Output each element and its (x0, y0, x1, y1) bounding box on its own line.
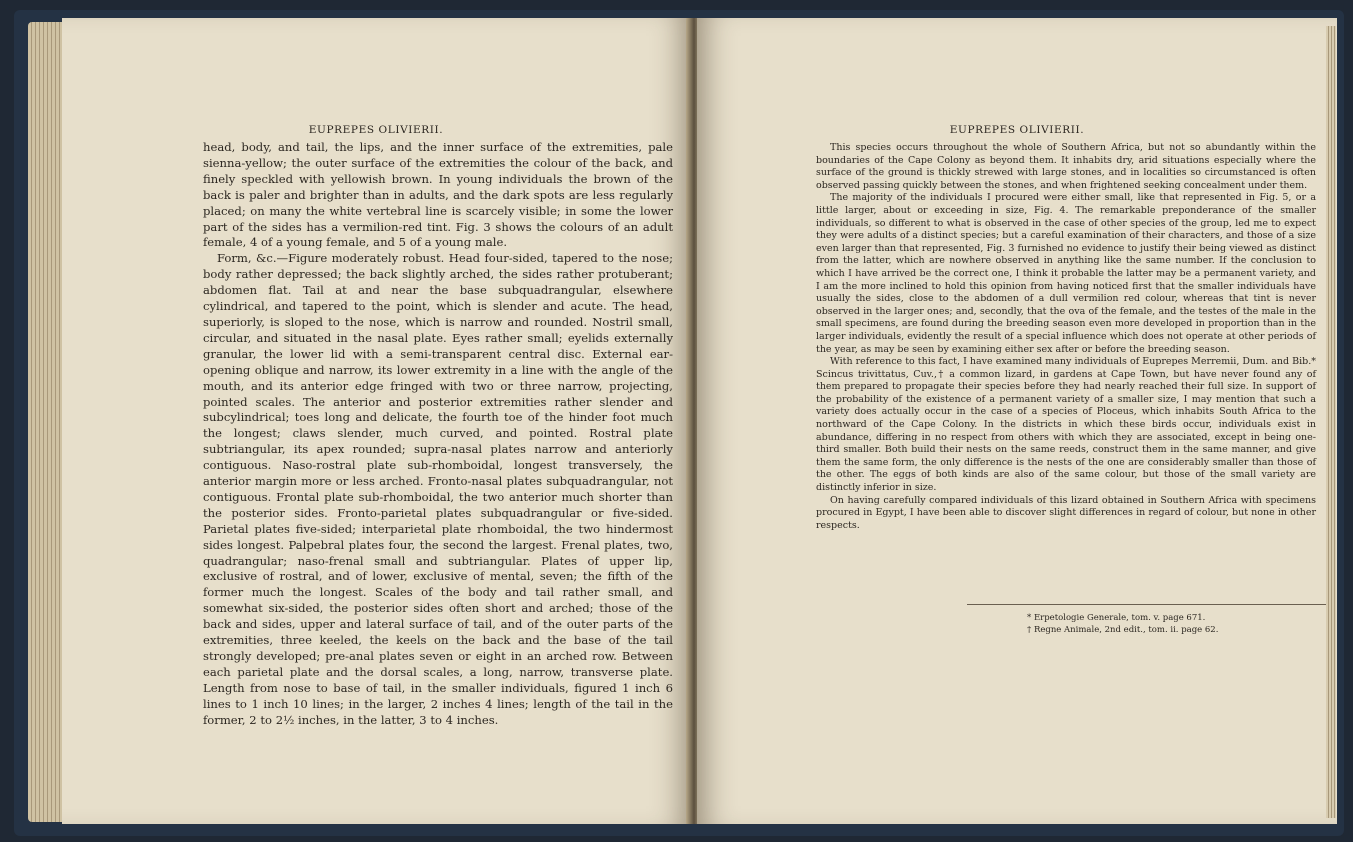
footnotes (1027, 612, 1327, 636)
right-paragraph-4: On having carefully compared individuals of this lizard obtained in Southern Africa with specimens procured in Egypt, I have been able to discover slight differences in regard of colour, but none in other respects. (816, 494, 1316, 531)
right-paragraph-2: The majority of the individuals I procured were either small, like that represented in Fig. 5, or a little larger, about or exceeding in size, Fig. 4. The remarkable preponderance of the smaller individuals, so different to what is observed in the case of other species of the group, led me to expect they were adults of a distinct species; but a careful examination of their characters, and those of a size even larger than that represented, Fig. 3 furnished no evidence to justify their being viewed as distinct from the latter, which are nowhere observed in anything like the same number. If the conclusion to which I have arrived be the correct one, I think it probable the latter may be a permanent variety, and I am the more inclined to hold this opinion from having noticed first that the smaller individuals have usually the sides, close to the abdomen of a dull vermilion red colour, whereas that tint is never observed in the larger ones; and, secondly, that the ova of the female, and the testes of the male in the small specimens, are found during the breeding season even more developed in proportion than in the larger individuals, evidently the result of a special influence which does not operate at other periods of the year, as may be seen by examining either sex after or before the breeding season. (816, 192, 1316, 355)
footnote-2: † Regne Animale, 2nd edit., tom. ii. page 62. (1027, 625, 1219, 635)
footnote-rule (967, 604, 1327, 605)
right-paragraph-1: This species occurs throughout the whole of Southern Africa, but not so abundantly within the boundaries of the Cape Colony as beyond them. It inhabits dry, arid situations especially where the surface of the ground is thickly strewed with large stones, and in localities so circumstanced is often observed passing quickly between the stones, and when frightened seeking concealment under them. (816, 142, 1316, 191)
left-text-column (203, 140, 673, 729)
right-text-column (816, 142, 1316, 532)
right-running-head: EUPREPES OLIVIERII. (949, 124, 1085, 136)
right-page (697, 18, 1337, 824)
left-paragraph-1: head, body, and tail, the lips, and the inner surface of the extremities, pale sienna-yellow; the outer surface of the extremities the colour of the back, and finely speckled with yellowish brown. In young individuals the brown of the back is paler and brighter than in adults, and the dark spots are less regularly placed; on many the white vertebral line is scarcely visible; in some the lower part of the sides has a vermilion-red tint. Fig. 3 shows the colours of an adult female, 4 of a young female, and 5 of a young male. (203, 140, 673, 250)
footnote-1: * Erpetologie Generale, tom. v. page 671. (1027, 613, 1206, 623)
left-page (62, 18, 690, 824)
right-paragraph-3: With reference to this fact, I have examined many individuals of Euprepes Merremii, Dum. and Bib.* Scincus trivittatus, Cuv.,† a common lizard, in gardens at Cape Town, but have never found any of them prepared to propagate their species before they had nearly reached their full size. In support of the probability of the existence of a permanent variety of a smaller size, I may mention that such a variety does actually occur in the case of a species of Ploceus, which inhabits South Africa to the northward of the Cape Colony. In the districts in which these birds occur, individuals exist in abundance, differing in no respect from others with which they are associated, except in being one-third smaller. Both build their nests on the same reeds, construct them in the same manner, and give them the same form, the only difference is the nests of the one are considerably smaller than those of the other. The eggs of both kinds are also of the same colour, but those of the small variety are distinctly inferior in size. (816, 356, 1316, 494)
left-paragraph-2: Form, &c.—Figure moderately robust. Head four-sided, tapered to the nose; body rather depressed; the back slightly arched, the sides rather protuberant; abdomen flat. Tail at and near the base subquadrangular, elsewhere cylindrical, and tapered to the point, which is slender and acute. The head, superiorly, is sloped to the nose, which is narrow and rounded. Nostril small, circular, and situated in the nasal plate. Eyes rather small; eyelids externally granular, the lower lid with a semi-transparent central disc. External ear-opening oblique and narrow, its lower extremity in a line with the angle of the mouth, and its anterior edge fringed with two or three narrow, projecting, pointed scales. The anterior and posterior extremities rather slender and subcylindrical; toes long and delicate, the fourth toe of the hinder foot much the longest; claws slender, much curved, and pointed. Rostral plate subtriangular, its apex rounded; supra-nasal plates narrow and anteriorly contiguous. Naso-rostral plate sub-rhomboidal, longest transversely, the anterior margin more or less arched. Fronto-nasal plates subquadrangular, not contiguous. Frontal plate sub-rhomboidal, the two anterior much shorter than the posterior sides. Fronto-parietal plates subquadrangular or five-sided. Parietal plates five-sided; interparietal plate rhomboidal, the two hindermost sides longest. Palpebral plates four, the second the largest. Frenal plates, two, quadrangular; naso-frenal small and subtriangular. Plates of upper lip, exclusive of rostral, and of lower, exclusive of mental, seven; the fifth of the former much the longest. Scales of the body and tail rather small, and somewhat six-sided, the posterior sides often short and arched; those of the back and sides, upper and lateral surface of tail, and of the outer parts of the extremities, three keeled, the keels on the back and the base of the tail strongly developed; pre-anal plates seven or eight in an arched row. Between each parietal plate and the dorsal scales, a long, narrow, transverse plate. Length from nose to base of tail, in the smaller individuals, figured 1 inch 6 lines to 1 inch 10 lines; in the larger, 2 inches 4 lines; length of the tail in the former, 2 to 2½ inches, in the latter, 3 to 4 inches. (203, 251, 673, 727)
left-running-head: EUPREPES OLIVIERII. (308, 124, 444, 136)
page-edges-right (1326, 26, 1336, 818)
